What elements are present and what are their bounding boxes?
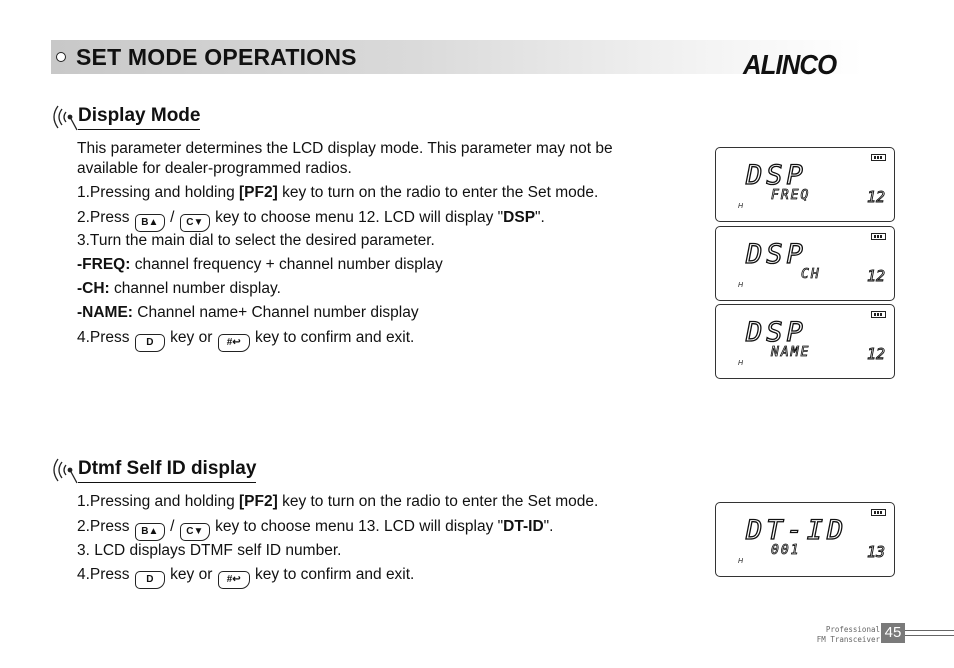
lcd-sub-text: FREQ: [771, 188, 811, 203]
signal-wave-icon: [48, 103, 78, 131]
battery-icon: [871, 311, 886, 318]
lcd-menu-number: 12: [866, 345, 885, 363]
hash-key-icon: #↩: [218, 571, 250, 589]
lcd-main-text: DSP: [746, 160, 807, 191]
intro-text: This parameter determines the LCD display mode. This parameter may not be: [77, 140, 613, 157]
intro-text: available for dealer-programmed radios.: [77, 160, 352, 177]
lcd-sub-text: 001: [771, 543, 801, 558]
header-bullet-icon: [56, 52, 66, 62]
page-number: 45: [881, 623, 905, 643]
battery-icon: [871, 233, 886, 240]
lcd-menu-number: 12: [866, 188, 885, 206]
lcd-display-ch: [715, 226, 895, 301]
section-title-dtmf: Dtmf Self ID display: [78, 458, 256, 483]
step-4: 4.Press D key or #↩ key to confirm and exit.: [77, 565, 414, 589]
step-1: 1.Pressing and holding [PF2] key to turn on the radio to enter the Set mode.: [77, 184, 599, 201]
lcd-display-name: [715, 304, 895, 379]
hash-key-icon: #↩: [218, 334, 250, 352]
d-key-icon: D: [135, 571, 165, 589]
step-1: 1.Pressing and holding [PF2] key to turn on the radio to enter the Set mode.: [77, 493, 599, 510]
step-3: 3. LCD displays DTMF self ID number.: [77, 542, 342, 559]
c-key-icon: C▼: [180, 214, 210, 232]
d-key-icon: D: [135, 334, 165, 352]
lcd-display-freq: [715, 147, 895, 222]
option-name: -NAME: Channel name+ Channel number display: [77, 304, 419, 321]
page-title: SET MODE OPERATIONS: [76, 44, 357, 70]
lcd-power-indicator: H: [738, 360, 744, 367]
lcd-sub-text: CH: [801, 267, 821, 282]
option-ch: -CH: channel number display.: [77, 280, 281, 297]
lcd-power-indicator: H: [738, 558, 744, 565]
footer-line-2: FM Transceiver: [816, 635, 880, 644]
lcd-power-indicator: H: [738, 203, 744, 210]
battery-icon: [871, 154, 886, 161]
option-freq: -FREQ: channel frequency + channel number display: [77, 256, 443, 273]
step-4: 4.Press D key or #↩ key to confirm and exit.: [77, 328, 414, 352]
lcd-display-dtid: [715, 502, 895, 577]
step-2: 2.Press B▲ / C▼ key to choose menu 13. LCD will display "DT-ID".: [77, 517, 553, 541]
lcd-power-indicator: H: [738, 282, 744, 289]
battery-icon: [871, 509, 886, 516]
lcd-main-text: DT-ID: [746, 515, 848, 546]
lcd-main-text: DSP: [746, 239, 807, 270]
b-key-icon: B▲: [135, 214, 165, 232]
section-title-display-mode: Display Mode: [78, 105, 200, 130]
lcd-sub-text: NAME: [771, 345, 811, 360]
signal-wave-icon: [48, 456, 78, 484]
footer-rule: [905, 635, 954, 636]
brand-logo: ALINCO: [743, 49, 837, 80]
footer-rule: [905, 630, 954, 631]
footer-line-1: Professional: [825, 625, 880, 634]
step-2: 2.Press B▲ / C▼ key to choose menu 12. LCD will display "DSP".: [77, 208, 545, 232]
lcd-main-text: DSP: [746, 317, 807, 348]
c-key-icon: C▼: [180, 523, 210, 541]
step-3: 3.Turn the main dial to select the desired parameter.: [77, 232, 435, 249]
lcd-menu-number: 13: [866, 543, 885, 561]
lcd-menu-number: 12: [866, 267, 885, 285]
b-key-icon: B▲: [135, 523, 165, 541]
